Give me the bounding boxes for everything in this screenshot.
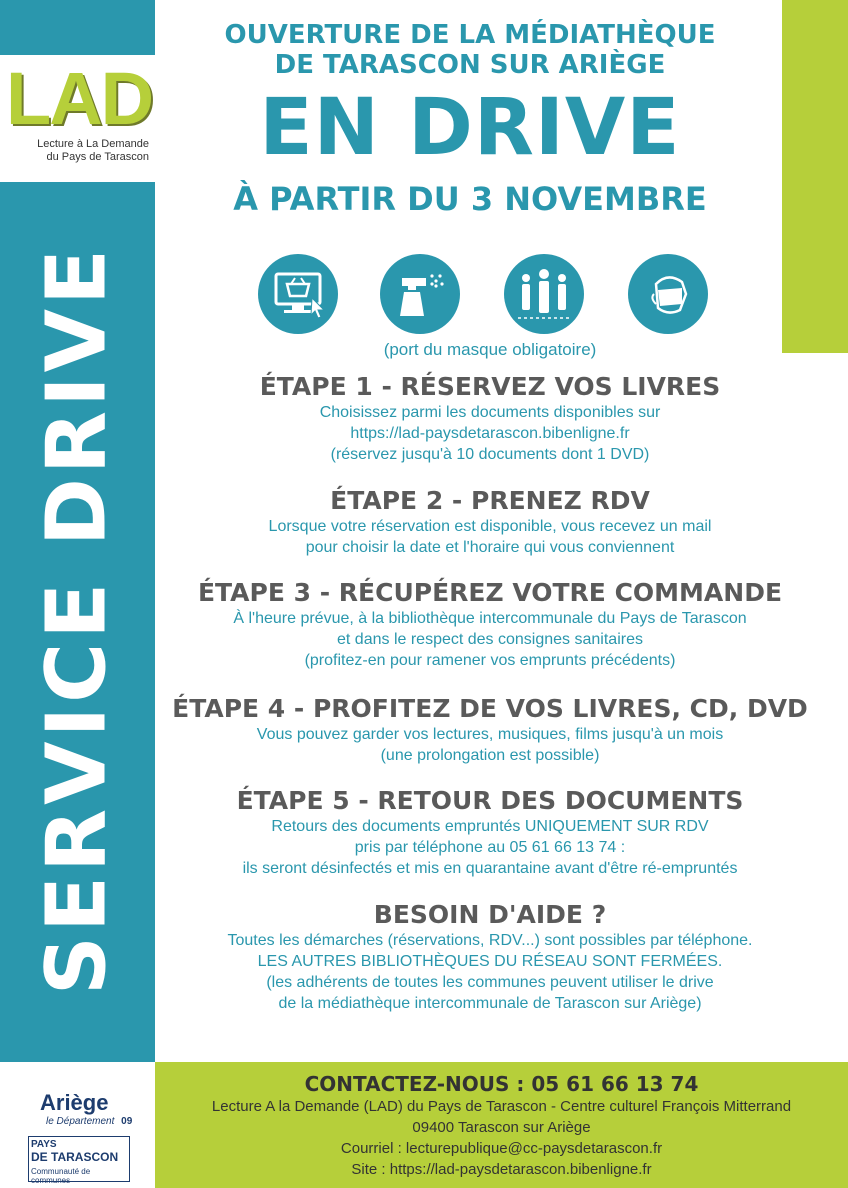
step-2-line-1: Lorsque votre réservation est disponible, vous recevez un mail — [268, 518, 712, 535]
help-section — [160, 900, 820, 1014]
step-4 — [160, 694, 820, 766]
pays-line-2: DE TARASCON — [31, 1150, 119, 1164]
step-2 — [160, 486, 820, 558]
step-1-title: ÉTAPE 1 - RÉSERVEZ VOS LIVRES — [259, 372, 721, 401]
green-corner-band — [782, 0, 848, 353]
lad-subtitle-line-2: du Pays de Tarascon — [46, 151, 149, 163]
mask-note: (port du masque obligatoire) — [383, 340, 597, 359]
step-5-line-1: Retours des documents empruntés UNIQUEMENT SUR RDV — [271, 818, 709, 835]
lad-subtitle-line-1: Lecture à La Demande — [37, 138, 149, 150]
contact-heading: CONTACTEZ-NOUS : 05 61 66 13 74 — [304, 1072, 699, 1096]
ariege-logo-text: Ariège — [40, 1090, 109, 1115]
header-date: À PARTIR DU 3 NOVEMBRE — [233, 180, 707, 218]
header-line-1: OUVERTURE DE LA MÉDIATHÈQUE — [224, 20, 716, 50]
step-5-line-2: pris par téléphone au 05 61 66 13 74 : — [354, 839, 626, 856]
help-line-3: (les adhérents de toutes les communes peuvent utiliser le drive — [266, 974, 714, 991]
step-1 — [160, 372, 820, 465]
lad-logo — [0, 57, 155, 174]
lad-logo-text: LAD — [6, 57, 153, 140]
ariege-logo-subtitle — [46, 1116, 132, 1127]
lad-logo-subtitle — [37, 138, 149, 164]
step-2-line-2: pour choisir la date et l'horaire qui vous conviennent — [305, 539, 675, 556]
teal-top-band — [0, 0, 155, 55]
step-3-line-1: À l'heure prévue, à la bibliothèque intercommunale du Pays de Tarascon — [233, 610, 747, 627]
step-2-title: ÉTAPE 2 - PRENEZ RDV — [330, 486, 650, 515]
step-5-line-3: ils seront désinfectés et mis en quarantaine avant d'être ré-empruntés — [242, 860, 738, 877]
step-3 — [160, 578, 820, 671]
step-5 — [160, 786, 820, 879]
footer-line-1: Lecture A la Demande (LAD) du Pays de Tarascon - Centre culturel François Mitterrand — [211, 1098, 792, 1115]
pays-line-1: PAYS — [31, 1139, 57, 1150]
footer-line-2: 09400 Tarascon sur Ariège — [412, 1119, 591, 1136]
left-column — [0, 0, 155, 1188]
help-line-1: Toutes les démarches (réservations, RDV...) sont possibles par téléphone. — [227, 932, 753, 949]
help-line-4: de la médiathèque intercommunale de Tarascon sur Ariège) — [278, 995, 702, 1012]
step-3-line-2: et dans le respect des consignes sanitaires — [337, 631, 643, 648]
face-mask-icon — [628, 254, 708, 334]
footer-content — [155, 1072, 848, 1180]
spray-bottle-icon — [380, 254, 460, 334]
icon-row — [258, 254, 718, 334]
step-4-line-1: Vous pouvez garder vos lectures, musiques, films jusqu'à un mois — [256, 726, 724, 743]
help-title: BESOIN D'AIDE ? — [373, 900, 607, 929]
contact-footer — [155, 1062, 848, 1188]
step-1-line-3: (réservez jusqu'à 10 documents dont 1 DVD) — [330, 446, 650, 463]
help-line-2: LES AUTRES BIBLIOTHÈQUES DU RÉSEAU SONT FERMÉES. — [257, 953, 723, 970]
footer-site[interactable]: Site : https://lad-paysdetarascon.bibenligne.fr — [351, 1161, 652, 1178]
ariege-departement: le Département — [46, 1116, 115, 1127]
header-en-drive: EN DRIVE — [259, 83, 681, 173]
step-5-title: ÉTAPE 5 - RETOUR DES DOCUMENTS — [236, 786, 744, 815]
computer-basket-icon — [258, 254, 338, 334]
step-1-line-1: Choisissez parmi les documents disponibles sur — [319, 404, 661, 421]
ariege-number: 09 — [121, 1116, 133, 1127]
footer-email[interactable]: Courriel : lecturepublique@cc-paysdetarascon.fr — [340, 1140, 663, 1157]
social-distance-icon — [504, 254, 584, 334]
step-4-title: ÉTAPE 4 - PROFITEZ DE VOS LIVRES, CD, DVD — [172, 694, 808, 723]
step-1-line-2[interactable]: https://lad-paysdetarascon.bibenligne.fr — [350, 425, 630, 442]
header-line-2: DE TARASCON SUR ARIÈGE — [274, 50, 666, 80]
step-4-line-2: (une prolongation est possible) — [380, 747, 600, 764]
step-3-title: ÉTAPE 3 - RÉCUPÉREZ VOTRE COMMANDE — [197, 578, 783, 607]
pays-line-3: Communauté de communes — [31, 1167, 91, 1185]
vertical-title: SERVICE DRIVE — [29, 244, 125, 996]
pays-de-tarascon-logo — [28, 1136, 130, 1185]
ariege-logo — [8, 1090, 148, 1130]
step-3-line-3: (profitez-en pour ramener vos emprunts précédents) — [304, 652, 676, 669]
